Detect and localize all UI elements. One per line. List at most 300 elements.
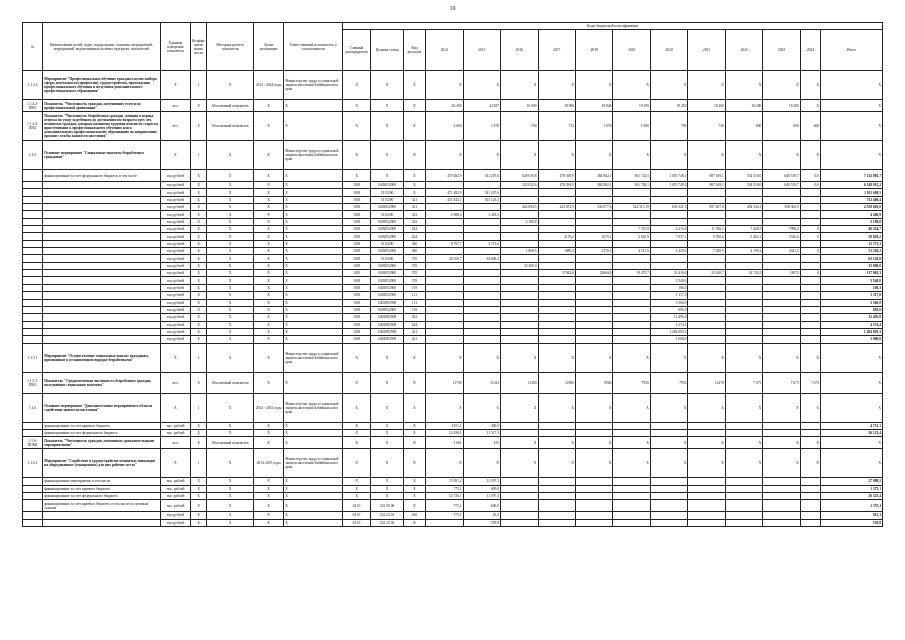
table-cell <box>800 306 820 313</box>
table-cell: X <box>207 270 254 277</box>
table-cell <box>23 314 43 321</box>
table-cell <box>688 189 725 196</box>
table-cell: 3 540,0 <box>821 277 883 284</box>
table-cell: 4 751,1 <box>821 422 883 429</box>
table-cell: 29 829,2 <box>821 233 883 240</box>
table-cell: 1 000,0 <box>821 336 883 343</box>
table-cell <box>650 218 687 225</box>
table-cell: X <box>284 429 343 436</box>
table-cell: X <box>403 372 425 393</box>
table-subrow <box>23 255 883 262</box>
table-cell: X <box>403 449 425 478</box>
table-cell: тыс.рублей <box>160 189 190 196</box>
table-cell: 26 400 <box>426 100 463 112</box>
table-cell <box>800 255 820 262</box>
table-cell: 1003 <box>343 182 371 189</box>
table-cell: 1.1.5.1 <box>23 343 43 372</box>
table-cell: X <box>160 71 190 100</box>
table-cell <box>575 336 612 343</box>
table-subrow <box>23 211 883 218</box>
table-cell: 1003 <box>343 218 371 225</box>
table-cell <box>688 255 725 262</box>
table-cell: X <box>688 437 725 449</box>
table-cell: X <box>800 71 820 100</box>
table-cell <box>725 429 762 436</box>
table-cell: 321 <box>403 336 425 343</box>
table-cell: 04 01 <box>343 519 371 526</box>
table-cell: X <box>253 292 283 299</box>
table-cell: 640 519,7 <box>763 170 800 182</box>
table-cell: X <box>191 328 207 335</box>
table-cell: 0403052900 <box>371 182 403 189</box>
table-cell: 244 <box>403 233 425 240</box>
table-cell: X <box>284 189 343 196</box>
table-cell: X <box>207 478 254 485</box>
table-cell <box>575 314 612 321</box>
table-cell: 2170,3 <box>575 248 612 255</box>
table-cell <box>688 277 725 284</box>
table-cell: Основное мероприятие "Социальные выплаты безработным гражданам" <box>43 141 161 170</box>
table-cell: 1003 <box>343 336 371 343</box>
table-cell <box>800 485 820 492</box>
table-cell: тыс. рублей <box>160 500 190 512</box>
table-cell: 04030Р2900 <box>371 336 403 343</box>
table-cell: тыс.рублей <box>160 240 190 247</box>
table-cell: X <box>284 170 343 182</box>
table-cell <box>725 299 762 306</box>
table-cell: X <box>191 299 207 306</box>
table-cell <box>763 196 800 203</box>
table-cell <box>23 299 43 306</box>
table-cell: X <box>821 343 883 372</box>
table-cell <box>575 255 612 262</box>
table-cell <box>688 336 725 343</box>
table-cell: 1 080 <box>613 112 650 141</box>
table-cell: 1.1.5. <box>23 141 43 170</box>
table-cell: X <box>253 314 283 321</box>
table-cell: 384 802,1 <box>575 170 612 182</box>
table-cell: 7 637,2 <box>650 233 687 240</box>
table-cell <box>725 492 762 499</box>
table-cell: 720 <box>688 112 725 141</box>
col-header: 2024 <box>800 30 820 71</box>
table-cell: чел. <box>160 437 190 449</box>
table-cell <box>800 240 820 247</box>
table-cell <box>725 321 762 328</box>
table-cell: X <box>343 429 371 436</box>
table-subrow <box>23 500 883 512</box>
table-cell <box>763 512 800 519</box>
table-cell <box>43 306 161 313</box>
table-cell <box>650 500 687 512</box>
table-cell <box>426 248 463 255</box>
table-cell: 321 <box>403 204 425 211</box>
table-cell: 857 207,0 <box>688 204 725 211</box>
table-cell: 31 410,6 <box>650 270 687 277</box>
table-row <box>23 71 883 100</box>
table-cell <box>43 284 161 291</box>
table-cell: 3 540,0 <box>650 277 687 284</box>
table-cell: тыс.рублей <box>160 314 190 321</box>
table-cell: 14972 <box>763 270 800 277</box>
table-cell: финансирование за счет краевого бюджета <box>43 485 161 492</box>
table-cell: Показатель "Численность граждан, охваченных дополнительными мероприятиями" <box>43 437 161 449</box>
table-cell: X <box>160 141 190 170</box>
table-cell <box>613 306 650 313</box>
table-cell: X <box>650 437 687 449</box>
table-cell <box>23 336 43 343</box>
table-cell: 1003 <box>343 277 371 284</box>
table-cell: Показатель "Численность безработных граждан, женщин в период отпуска по уходу за ребенком до достижения им возраста трех лет, незанятых граждан, которым назначена трудовая пенсия по старости, приступивших к профессиональному обучению или к дополнительному профессиональному образованию по направлению органов службы занятости населения" <box>43 112 161 141</box>
table-cell <box>501 189 538 196</box>
table-cell: X <box>253 437 283 449</box>
table-cell: X <box>403 170 425 182</box>
table-cell: X <box>821 112 883 141</box>
table-cell: 700 <box>650 112 687 141</box>
table-cell <box>501 500 538 512</box>
table-cell: X <box>191 189 207 196</box>
table-cell: 2014-2015 годы <box>253 449 283 478</box>
table-cell: 14 726,1 <box>426 492 463 499</box>
table-cell: 2 660 <box>426 112 463 141</box>
table-cell: 1.1.4.2 <box>23 71 43 100</box>
table-cell <box>688 196 725 203</box>
table-cell <box>613 240 650 247</box>
table-cell <box>725 196 762 203</box>
table-cell: X <box>160 343 190 372</box>
table-cell <box>763 299 800 306</box>
table-cell <box>43 336 161 343</box>
table-cell <box>613 189 650 196</box>
table-cell: X <box>207 492 254 499</box>
table-cell <box>688 478 725 485</box>
table-cell: X <box>371 429 403 436</box>
table-cell <box>800 218 820 225</box>
table-subrow <box>23 422 883 429</box>
table-cell <box>463 248 500 255</box>
table-cell <box>463 299 500 306</box>
table-cell: 1003 <box>343 299 371 306</box>
table-cell: 18 200 <box>763 100 800 112</box>
table-cell: 1003 <box>343 196 371 203</box>
table-cell <box>426 218 463 225</box>
table-cell: Абсолютный показатель <box>207 437 254 449</box>
table-cell <box>800 512 820 519</box>
table-cell: 155 <box>463 437 500 449</box>
table-cell: 0403052900 <box>371 226 403 233</box>
budget-table <box>22 22 883 527</box>
table-cell: 1003 <box>343 248 371 255</box>
table-cell: X <box>688 141 725 170</box>
table-cell: Основное мероприятие "Дополнительные мероприятия в области содействия занятости населения" <box>43 393 161 422</box>
table-cell: тыс.рублей <box>160 270 190 277</box>
table-cell: X <box>343 393 371 422</box>
table-cell: 1 661 <box>426 437 463 449</box>
table-cell: 40,2 <box>463 512 500 519</box>
table-cell: X <box>191 218 207 225</box>
table-cell: X <box>463 141 500 170</box>
table-cell <box>538 189 575 196</box>
table-cell: X <box>253 240 283 247</box>
table-cell: 5115290 <box>371 189 403 196</box>
table-cell <box>763 255 800 262</box>
table-row <box>23 343 883 372</box>
table-cell: 11323 <box>463 372 500 393</box>
table-cell: 700 <box>501 112 538 141</box>
table-cell <box>688 299 725 306</box>
table-cell: X <box>207 182 254 189</box>
table-cell: X <box>403 519 425 526</box>
table-cell <box>575 218 612 225</box>
table-cell <box>538 226 575 233</box>
table-cell: 35 680,0 <box>821 262 883 269</box>
table-cell <box>575 485 612 492</box>
col-header: 2018 <box>575 30 612 71</box>
table-cell <box>23 270 43 277</box>
table-cell: X <box>800 343 820 372</box>
table-cell <box>650 512 687 519</box>
table-cell: X <box>284 321 343 328</box>
table-cell: 7933 <box>650 372 687 393</box>
table-cell: X <box>403 393 425 422</box>
table-cell: 4 574,4 <box>821 321 883 328</box>
table-cell <box>575 492 612 499</box>
table-cell <box>688 240 725 247</box>
table-subrow <box>23 170 883 182</box>
table-cell: тыс.рублей <box>160 328 190 335</box>
table-cell: X <box>284 336 343 343</box>
table-cell: 987 169,1 <box>688 182 725 189</box>
table-row <box>23 112 883 141</box>
table-cell <box>43 211 161 218</box>
table-cell <box>763 240 800 247</box>
table-cell: 600 <box>763 112 800 141</box>
table-cell: X <box>371 449 403 478</box>
table-cell: 559,8 <box>821 519 883 526</box>
table-cell: X <box>403 100 425 112</box>
table-cell: 40 324,7 <box>821 226 883 233</box>
table-cell: X <box>191 262 207 269</box>
table-cell: X <box>284 328 343 335</box>
table-cell: X <box>191 100 207 112</box>
table-cell <box>688 211 725 218</box>
table-cell: X <box>284 314 343 321</box>
table-cell <box>688 306 725 313</box>
table-cell: 106,3 <box>650 284 687 291</box>
table-cell: 0403052900 <box>371 277 403 284</box>
table-cell: Абсолютный показатель <box>207 372 254 393</box>
table-cell <box>613 321 650 328</box>
table-cell <box>501 233 538 240</box>
table-cell <box>763 211 800 218</box>
table-cell: 2 610,9 <box>613 233 650 240</box>
table-cell <box>763 262 800 269</box>
table-cell <box>23 512 43 519</box>
col-header: Итого <box>821 30 883 71</box>
table-cell: X <box>253 270 283 277</box>
table-subrow <box>23 306 883 313</box>
table-cell: X <box>253 226 283 233</box>
table-cell <box>650 240 687 247</box>
table-cell: 600,0 <box>463 500 500 512</box>
table-cell: X <box>191 500 207 512</box>
table-cell: 541 207,6 <box>463 170 500 182</box>
col-header: 2021 <box>688 30 725 71</box>
table-cell: X <box>426 71 463 100</box>
table-cell: 0,0 <box>800 170 820 182</box>
table-cell: X <box>207 422 254 429</box>
table-cell: X <box>501 343 538 372</box>
table-cell: 4 558 663,0 <box>821 204 883 211</box>
table-cell <box>725 336 762 343</box>
table-cell: 1 284 693,3 <box>821 328 883 335</box>
table-cell <box>501 270 538 277</box>
col-header: 2017 <box>538 30 575 71</box>
table-cell: X <box>284 437 343 449</box>
table-cell: X <box>403 141 425 170</box>
table-cell: 370 <box>403 270 425 277</box>
table-cell: X <box>207 336 254 343</box>
table-cell <box>538 292 575 299</box>
table-cell: X <box>284 500 343 512</box>
table-cell <box>763 519 800 526</box>
table-cell: финансирование за счет федерального бюджета, в том числе <box>43 170 161 182</box>
table-cell <box>463 292 500 299</box>
table-cell: X <box>207 512 254 519</box>
table-cell: 1 000,0 <box>650 336 687 343</box>
table-cell <box>613 262 650 269</box>
table-cell: 26 123,4 <box>821 429 883 436</box>
table-cell: 12 495,0 <box>650 314 687 321</box>
table-cell <box>538 500 575 512</box>
table-cell <box>575 240 612 247</box>
table-cell: X <box>371 343 403 372</box>
table-cell: X <box>371 478 403 485</box>
table-cell <box>800 292 820 299</box>
table-cell: X <box>538 393 575 422</box>
table-cell <box>23 233 43 240</box>
table-cell: X <box>371 372 403 393</box>
table-cell: X <box>253 343 283 372</box>
table-cell <box>650 262 687 269</box>
table-cell <box>23 292 43 299</box>
table-cell: 3 573,6 <box>463 240 500 247</box>
table-cell: 323 <box>403 211 425 218</box>
table-cell: 7 673 <box>763 372 800 393</box>
table-cell: 18 200 <box>688 100 725 112</box>
table-cell: 4 511,0 <box>613 248 650 255</box>
table-cell: X <box>191 437 207 449</box>
table-cell <box>800 429 820 436</box>
col-header: 2016 <box>501 30 538 71</box>
table-cell: X <box>821 449 883 478</box>
table-cell: 0403052900 <box>371 262 403 269</box>
table-cell: 2176,2 <box>538 233 575 240</box>
table-cell: X <box>253 492 283 499</box>
table-cell: 4 199,2 <box>725 248 762 255</box>
table-cell <box>575 429 612 436</box>
table-cell: X <box>575 343 612 372</box>
col-header: Вид расходов <box>403 30 425 71</box>
table-cell: 4151,1 <box>426 422 463 429</box>
table-cell: X <box>253 204 283 211</box>
table-subrow <box>23 182 883 189</box>
table-cell: 11 556,1 <box>688 226 725 233</box>
table-cell: 534 518,0 <box>725 182 762 189</box>
table-cell: 340 <box>403 240 425 247</box>
table-cell: 1003 <box>343 292 371 299</box>
table-subrow <box>23 519 883 526</box>
table-cell: 15 581,2 <box>426 478 463 485</box>
table-cell <box>463 277 500 284</box>
table-cell: 0 <box>800 248 820 255</box>
table-cell: X <box>371 112 403 141</box>
table-cell: X <box>207 314 254 321</box>
table-row <box>23 393 883 422</box>
table-cell <box>725 277 762 284</box>
table-cell <box>463 284 500 291</box>
table-cell: 712 <box>538 112 575 141</box>
table-cell: 19 199 <box>613 100 650 112</box>
table-cell: X <box>538 141 575 170</box>
table-cell: 28 359,7 <box>426 255 463 262</box>
table-cell: 16 000 <box>501 100 538 112</box>
table-cell: чел. <box>160 100 190 112</box>
table-cell <box>688 314 725 321</box>
table-cell: 5115290 <box>371 240 403 247</box>
table-cell: 2014 - 2024 годы <box>253 71 283 100</box>
table-cell <box>43 299 161 306</box>
table-cell: Министерство труда и социальной защиты населения Забайкальского края <box>284 141 343 170</box>
table-cell: 542 315,19 <box>613 204 650 211</box>
table-cell: финансирование за счет краевого бюджета <box>43 422 161 429</box>
table-cell: 336 077,6 <box>575 204 612 211</box>
table-cell: X <box>207 170 254 182</box>
table-cell <box>426 306 463 313</box>
table-cell: X <box>725 141 762 170</box>
table-cell: X <box>191 255 207 262</box>
table-cell: 1003 <box>343 314 371 321</box>
table-cell <box>688 519 725 526</box>
table-cell: X <box>371 422 403 429</box>
table-cell: X <box>191 270 207 277</box>
table-cell: Министерство труда и социальной защиты населения Забайкальского края <box>284 71 343 100</box>
table-cell: 4 420,6 <box>650 248 687 255</box>
table-cell: 11 597,3 <box>463 492 500 499</box>
table-cell: X <box>191 519 207 526</box>
table-cell: X <box>343 372 371 393</box>
table-cell: X <box>501 437 538 449</box>
table-cell <box>538 262 575 269</box>
table-cell: 1003 <box>343 306 371 313</box>
table-cell: 8566 <box>575 372 612 393</box>
table-cell <box>43 182 161 189</box>
table-cell: 37942,6 <box>538 270 575 277</box>
table-cell: X <box>650 141 687 170</box>
table-cell <box>613 336 650 343</box>
table-cell <box>800 196 820 203</box>
table-cell: 630 <box>403 512 425 519</box>
table-cell: тыс.рублей <box>160 196 190 203</box>
table-cell: X <box>284 255 343 262</box>
table-body <box>23 71 883 527</box>
table-subrow <box>23 262 883 269</box>
table-cell: X <box>253 189 283 196</box>
table-cell: X <box>207 485 254 492</box>
table-cell: 0403052900 <box>371 248 403 255</box>
table-cell <box>575 226 612 233</box>
table-cell <box>575 512 612 519</box>
